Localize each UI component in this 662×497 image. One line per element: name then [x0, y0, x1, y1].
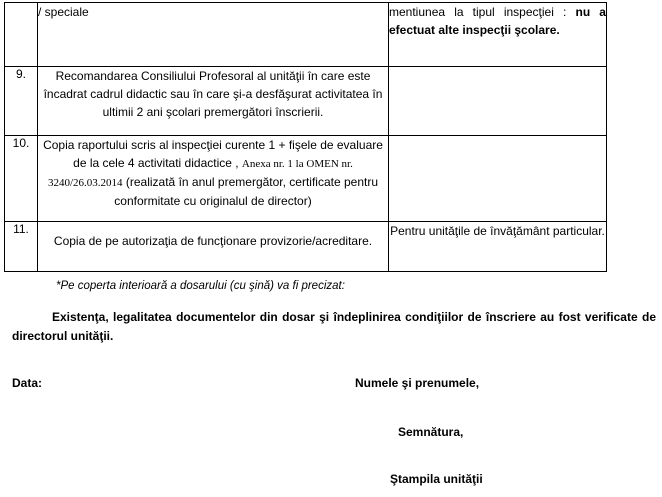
legal-reference: Anexa nr. 1 la OMEN nr. 3240/26.03.2014	[47, 158, 353, 189]
table-row	[5, 136, 607, 222]
footnote: *Pe coperta interioară a dosarului (cu şină) va fi precizat:	[56, 280, 345, 292]
signature-label: Semnătura,	[398, 425, 464, 439]
row-note-text: mentiunea la tipul inspecţiei :	[389, 5, 576, 19]
requirements-table	[4, 2, 607, 272]
stamp-label: Ştampila unităţii	[390, 472, 483, 486]
row-description: Recomandarea Consiliului Profesoral al unităţii în care este încadrat cadrul didactic sau în care şi-a desfăşurat activitatea în ultimii 2 ani şcolari premergători înscrierii.	[38, 67, 389, 136]
table-row	[5, 3, 607, 67]
row-description	[38, 3, 389, 67]
row-note	[389, 136, 607, 222]
row-number: 11.	[5, 222, 38, 272]
row-number: 9.	[5, 67, 38, 136]
row-description: Copia de pe autorizaţia de funcţionare provizorie/acreditare.	[38, 222, 389, 272]
name-label: Numele şi prenumele,	[355, 376, 480, 390]
row-description-text: / speciale	[38, 5, 89, 19]
row-note: Pentru unităţile de învăţământ particular.	[389, 222, 607, 272]
row-note	[389, 67, 607, 136]
row-description	[38, 136, 389, 222]
row-note-bold-text: nu a efectuat alte inspecţii şcolare.	[389, 5, 606, 37]
date-label: Data:	[12, 376, 43, 390]
table-row	[5, 222, 607, 272]
table-row	[5, 67, 607, 136]
row-description-text-2: (realizată în anul premergător, certificate pentru conformitate cu originalul de director)	[114, 175, 379, 208]
row-number: 10.	[5, 136, 38, 222]
row-description-text: Copia raportului scris al inspecţiei curente 1 + fişele de evaluare de la cele 4 activitati didactice ,	[43, 138, 383, 170]
row-note	[389, 3, 607, 67]
row-number	[5, 3, 38, 67]
verification-statement: Existenţa, legalitatea documentelor din dosar şi îndeplinirea condiţiilor de înscriere au fost verificate de directorul unităţii.	[12, 310, 656, 343]
